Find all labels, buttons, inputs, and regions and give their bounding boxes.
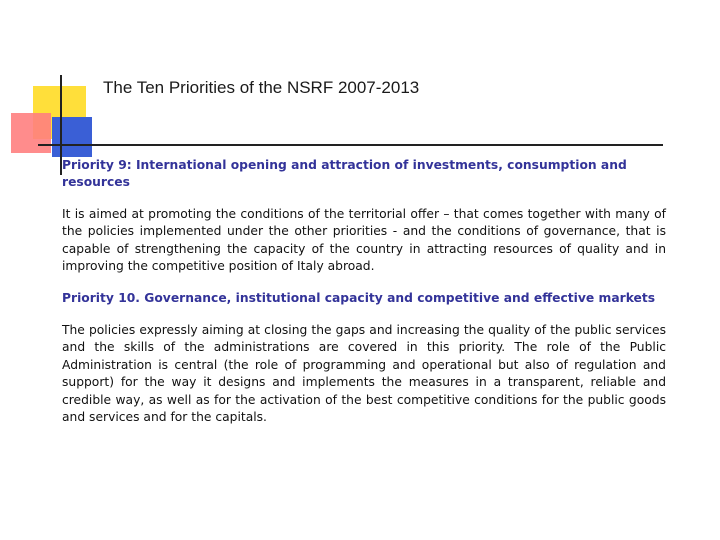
priority-10-body: The policies expressly aiming at closing the gaps and increasing the quality of the public services and the skills of the administrations are covered in this priority. The role of the Public Administration is central (the role of programming and operational but also of regulation and support) for the way it designs and implements the measures in a transparent, reliable and credible way, as well as for the activation of the best competitive conditions for the public goods and services and for the capitals. xyxy=(62,323,666,425)
priority-9-heading: Priority 9: International opening and attraction of investments, consumption and resources xyxy=(62,158,627,189)
slide-title: The Ten Priorities of the NSRF 2007-2013 xyxy=(103,78,420,97)
priority-9-body: It is aimed at promoting the conditions of the territorial offer – that comes together with many of the policies implemented under the other priorities - and the conditions of governance, that is capable of strengthening the capacity of the country in attracting resources of quality and in improving the competitive position of Italy abroad. xyxy=(62,207,666,274)
decorative-blue-square xyxy=(52,117,92,157)
decorative-red-square xyxy=(11,113,51,153)
title-divider-line xyxy=(38,144,663,146)
slide-content xyxy=(62,157,666,426)
priority-10-heading: Priority 10. Governance, institutional capacity and competitive and effective markets xyxy=(62,290,656,305)
